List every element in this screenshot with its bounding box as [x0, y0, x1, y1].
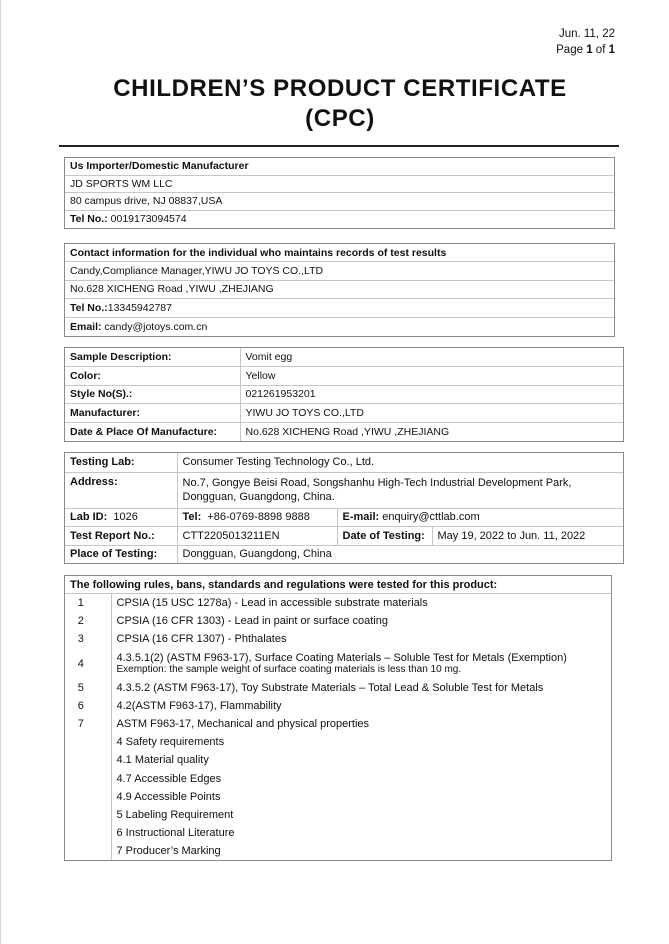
table-row	[65, 422, 623, 441]
rule-text: CPSIA (15 USC 1278a) - Lead in accessible substrate materials	[116, 597, 428, 610]
rule-text: 4.2(ASTM F963-17), Flammability	[116, 699, 282, 712]
rule-number: 7	[65, 715, 111, 733]
table-row	[65, 348, 623, 367]
rule-text: 4.3.5.2 (ASTM F963-17), Toy Substrate Materials – Total Lead & Soluble Test for Metals	[116, 681, 544, 694]
rules-table	[65, 594, 611, 860]
table-row	[65, 824, 611, 842]
importer-section	[64, 157, 615, 229]
lab-tel: Tel: +86-0769-8898 9888	[177, 508, 337, 526]
table-row	[65, 404, 623, 423]
lab-table	[65, 453, 623, 563]
rule-number: 2	[65, 612, 111, 630]
rule-subitem: 4 Safety requirements	[116, 736, 225, 749]
table-row	[65, 715, 611, 733]
table-row	[65, 385, 623, 404]
sample-value: Vomit egg	[240, 348, 623, 367]
date-of-testing-label: Date of Testing:	[337, 526, 432, 545]
contact-address: No.628 XICHENG Road ,YIWU ,ZHEJIANG	[65, 281, 614, 299]
place-of-testing-value: Dongguan, Guangdong, China	[182, 548, 332, 561]
rule-subitem: 6 Instructional Literature	[116, 827, 235, 840]
rule-number: 3	[65, 630, 111, 648]
lab-id: Lab ID: 1026	[65, 508, 177, 526]
report-no-label: Test Report No.:	[65, 526, 177, 545]
rule-number: 4	[65, 649, 111, 679]
sample-label: Sample Description:	[65, 348, 240, 367]
rule-text: 4.3.5.1(2) (ASTM F963-17), Surface Coating Materials – Soluble Test for Metals (Exemption) Exemption: the sample weight of surface coating materials is less than 10 mg.	[111, 649, 611, 679]
rule-text: CPSIA (16 CFR 1303) - Lead in paint or surface coating	[116, 615, 388, 628]
contact-tel: Tel No.: 13345942787	[65, 299, 614, 317]
testing-lab-value: Consumer Testing Technology Co., Ltd.	[177, 453, 623, 472]
table-row	[65, 649, 611, 679]
page-indicator: Page 1 of 1	[556, 44, 615, 56]
report-no-value: CTT2205013211EN	[177, 526, 337, 545]
rule-number: 5	[65, 679, 111, 697]
rules-heading: The following rules, bans, standards and regulations were tested for this product:	[65, 576, 611, 594]
rule-text: ASTM F963-17, Mechanical and physical properties	[116, 718, 370, 731]
sample-label: Style No(S).:	[65, 385, 240, 404]
lab-address: No.7, Gongye Beisi Road, Songshanhu High-Tech Industrial Development Park, Dongguan, Guangdong, China.	[177, 472, 623, 508]
page-edge	[0, 0, 1, 944]
sample-value: 021261953201	[240, 385, 623, 404]
table-row	[65, 697, 611, 715]
rule-number	[65, 824, 111, 842]
issue-date: Jun. 11, 22	[558, 28, 615, 40]
contact-person: Candy,Compliance Manager,YIWU JO TOYS CO.,LTD	[65, 262, 614, 280]
testing-lab-label: Testing Lab:	[65, 453, 177, 472]
table-row	[65, 594, 611, 612]
table-row	[65, 679, 611, 697]
rule-number	[65, 733, 111, 751]
lab-email: E-mail: enquiry@cttlab.com	[337, 508, 623, 526]
date-of-testing-value: May 19, 2022 to Jun. 11, 2022	[432, 526, 623, 545]
sample-table	[65, 348, 623, 441]
rule-number: 6	[65, 697, 111, 715]
table-row	[65, 770, 611, 788]
importer-heading: Us Importer/Domestic Manufacturer	[65, 158, 614, 176]
table-row	[65, 788, 611, 806]
rule-number	[65, 806, 111, 824]
table-row	[65, 612, 611, 630]
rule-subitem: 4.1 Material quality	[116, 754, 209, 767]
rule-exemption-note: Exemption: the sample weight of surface coating materials is less than 10 mg.	[116, 664, 462, 676]
sample-label: Date & Place Of Manufacture:	[65, 422, 240, 441]
address-label: Address:	[65, 472, 177, 508]
sample-label: Manufacturer:	[65, 404, 240, 423]
rule-number	[65, 842, 111, 860]
table-row	[65, 751, 611, 769]
table-row	[65, 526, 623, 545]
table-row	[65, 545, 623, 563]
contact-section	[64, 243, 615, 337]
contact-email: Email: candy@jotoys.com.cn	[70, 320, 208, 333]
place-of-testing-label: Place of Testing:	[65, 545, 177, 563]
importer-tel: Tel No.: 0019173094574	[70, 213, 187, 226]
importer-name: JD SPORTS WM LLC	[65, 176, 614, 194]
title-divider	[59, 145, 619, 147]
rule-text: CPSIA (16 CFR 1307) - Phthalates	[116, 633, 287, 646]
table-row	[65, 367, 623, 386]
rule-number	[65, 788, 111, 806]
rule-subitem: 5 Labeling Requirement	[116, 808, 234, 821]
rule-subitem: 7 Producer’s Marking	[116, 845, 221, 858]
rules-section	[64, 575, 612, 861]
table-row	[65, 806, 611, 824]
page-title: CHILDREN’S PRODUCT CERTIFICATE (CPC)	[113, 75, 567, 132]
sample-value: Yellow	[240, 367, 623, 386]
rule-number	[65, 751, 111, 769]
contact-heading: Contact information for the individual who maintains records of test results	[65, 244, 614, 262]
table-row	[65, 472, 623, 508]
rule-number: 1	[65, 594, 111, 612]
sample-value: YIWU JO TOYS CO.,LTD	[240, 404, 623, 423]
sample-value: No.628 XICHENG Road ,YIWU ,ZHEJIANG	[245, 425, 450, 438]
sample-label: Color:	[65, 367, 240, 386]
table-row	[65, 733, 611, 751]
rule-subitem: 4.9 Accessible Points	[116, 790, 221, 803]
table-row	[65, 453, 623, 472]
rule-number	[65, 770, 111, 788]
rule-subitem: 4.7 Accessible Edges	[116, 772, 222, 785]
table-row	[65, 508, 623, 526]
lab-section	[64, 452, 624, 564]
header-info	[556, 26, 615, 58]
importer-address: 80 campus drive, NJ 08837,USA	[65, 193, 614, 211]
table-row	[65, 842, 611, 860]
table-row	[65, 630, 611, 648]
sample-section	[64, 347, 624, 442]
